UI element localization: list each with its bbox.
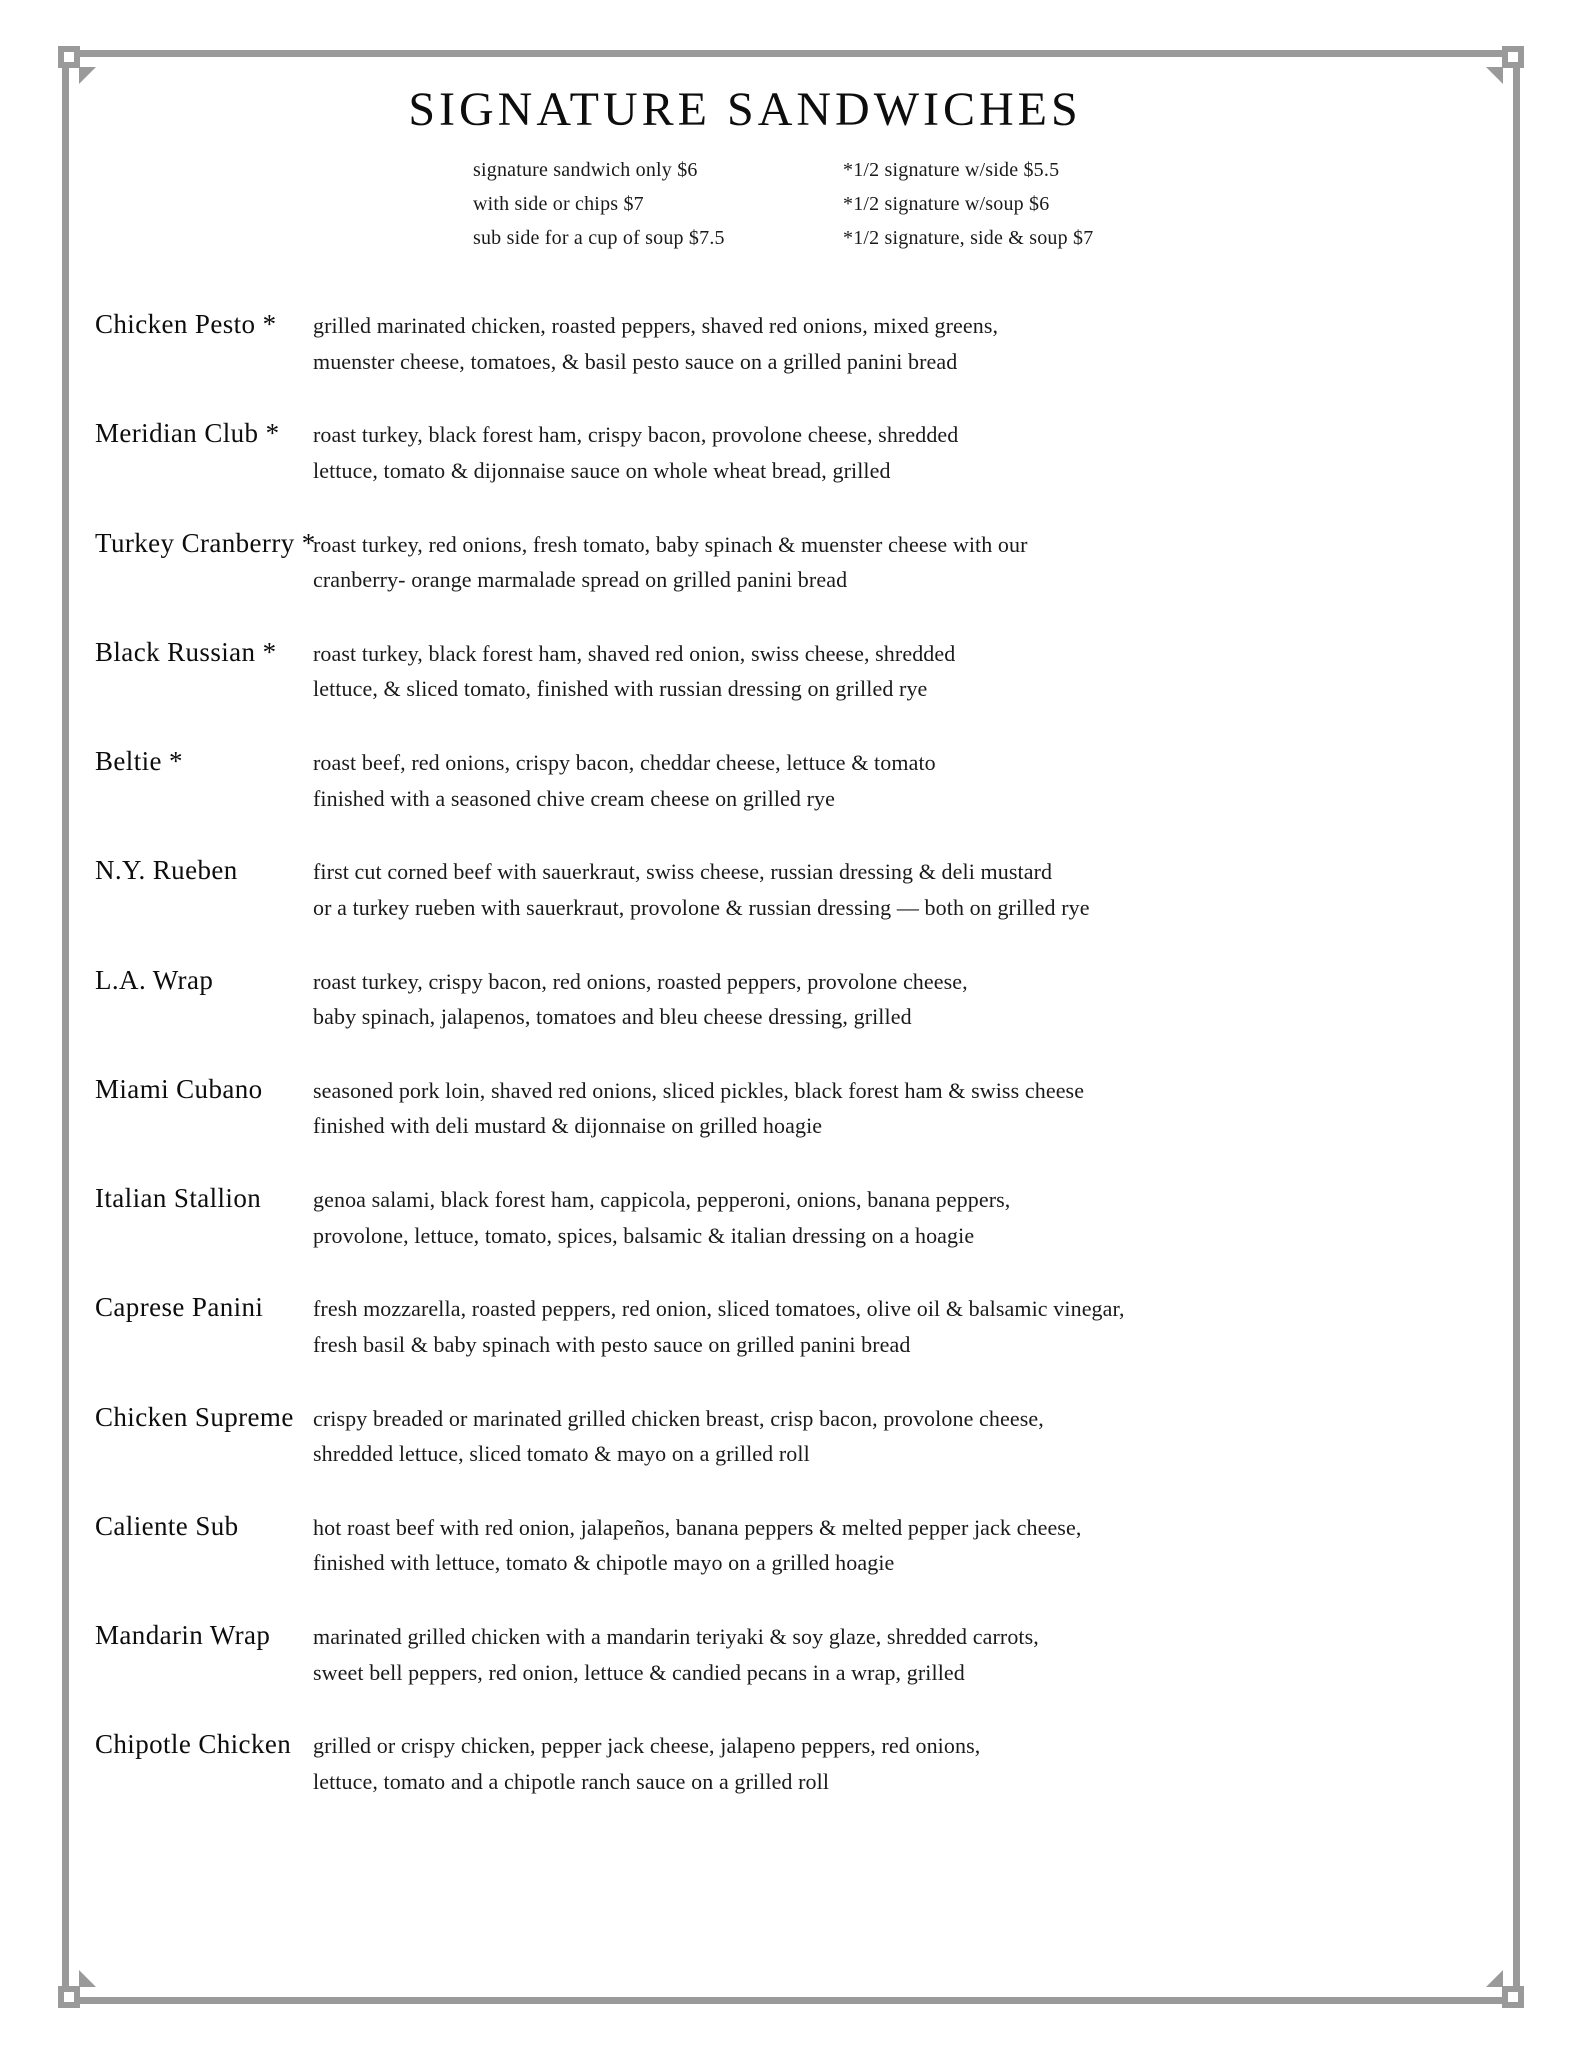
menu-item bbox=[95, 1401, 1495, 1472]
menu-item-name: Chicken Supreme bbox=[95, 1401, 294, 1432]
description-line: first cut corned beef with sauerkraut, swiss cheese, russian dressing & deli mustard bbox=[313, 859, 1053, 885]
price-line: with side or chips $7 bbox=[473, 193, 644, 215]
menu-item-description bbox=[313, 308, 1495, 379]
menu-item-name: Caliente Sub bbox=[95, 1510, 239, 1541]
corner-ornament-bottom-left bbox=[58, 1962, 104, 2008]
description-line: provolone, lettuce, tomato, spices, balsamic & italian dressing on a hoagie bbox=[313, 1222, 975, 1248]
corner-square-icon bbox=[58, 46, 80, 68]
description-line: or a turkey rueben with sauerkraut, provolone & russian dressing — both on grilled rye bbox=[313, 894, 1090, 920]
pricing-column-half bbox=[843, 159, 1093, 250]
corner-triangle-icon bbox=[1486, 1970, 1503, 1987]
description-line: roast turkey, crispy bacon, red onions, roasted peppers, provolone cheese, bbox=[313, 968, 968, 994]
corner-square-icon bbox=[58, 1986, 80, 2008]
description-line: roast turkey, red onions, fresh tomato, baby spinach & muenster cheese with our bbox=[313, 531, 1028, 557]
menu-item-name: Beltie * bbox=[95, 746, 183, 776]
menu-item-name: Chipotle Chicken bbox=[95, 1729, 292, 1760]
description-line: lettuce, tomato and a chipotle ranch sauce on a grilled roll bbox=[313, 1768, 830, 1794]
menu-item bbox=[95, 1728, 1495, 1799]
description-line: genoa salami, black forest ham, cappicola, pepperoni, onions, banana peppers, bbox=[313, 1187, 1011, 1212]
menu-item bbox=[95, 1291, 1495, 1362]
pricing-column-full bbox=[473, 159, 765, 250]
menu-item bbox=[95, 417, 1495, 488]
menu-item bbox=[95, 1182, 1495, 1253]
description-line: grilled marinated chicken, roasted peppers, shaved red onions, mixed greens, bbox=[313, 313, 999, 338]
menu-item-name: Caprese Panini bbox=[95, 1292, 264, 1323]
menu-item-description bbox=[313, 854, 1495, 925]
menu-item bbox=[95, 745, 1495, 816]
description-line: fresh basil & baby spinach with pesto sauce on grilled panini bread bbox=[313, 1331, 911, 1357]
menu-item bbox=[95, 1510, 1495, 1581]
description-line: finished with deli mustard & dijonnaise on grilled hoagie bbox=[313, 1113, 823, 1139]
menu-item bbox=[95, 964, 1495, 1035]
price-line: sub side for a cup of soup $7.5 bbox=[473, 227, 725, 249]
menu-item-description bbox=[313, 1291, 1495, 1362]
menu-item-name: L.A. Wrap bbox=[95, 964, 214, 995]
description-line: grilled or crispy chicken, pepper jack cheese, jalapeno peppers, red onions, bbox=[313, 1733, 981, 1759]
menu-item-name: Meridian Club * bbox=[95, 418, 280, 449]
menu-content bbox=[95, 82, 1495, 1838]
menu-item-description bbox=[313, 1510, 1495, 1581]
description-line: fresh mozzarella, roasted peppers, red onion, sliced tomatoes, olive oil & balsamic vinegar, bbox=[313, 1296, 1125, 1322]
menu-item-name: Italian Stallion bbox=[95, 1183, 262, 1213]
menu-item-name: Chicken Pesto * bbox=[95, 309, 277, 339]
menu-item-list bbox=[95, 308, 1495, 1800]
description-line: hot roast beef with red onion, jalapeños, banana peppers & melted pepper jack cheese, bbox=[313, 1514, 1082, 1540]
menu-item bbox=[95, 1073, 1495, 1144]
menu-item-name: Miami Cubano bbox=[95, 1073, 263, 1104]
price-line: *1/2 signature w/side $5.5 bbox=[843, 159, 1060, 181]
description-line: roast turkey, black forest ham, crispy bacon, provolone cheese, shredded bbox=[313, 422, 959, 448]
menu-item-description bbox=[313, 964, 1495, 1035]
description-line: cranberry- orange marmalade spread on grilled panini bread bbox=[313, 567, 848, 593]
menu-item-description bbox=[313, 636, 1495, 707]
menu-item-description bbox=[313, 1182, 1495, 1253]
description-line: shredded lettuce, sliced tomato & mayo on a grilled roll bbox=[313, 1441, 810, 1467]
corner-triangle-icon bbox=[79, 67, 96, 84]
menu-item bbox=[95, 527, 1495, 598]
description-line: sweet bell peppers, red onion, lettuce & candied pecans in a wrap, grilled bbox=[313, 1659, 965, 1685]
menu-item bbox=[95, 1619, 1495, 1690]
menu-item-description bbox=[313, 1073, 1495, 1144]
description-line: finished with lettuce, tomato & chipotle mayo on a grilled hoagie bbox=[313, 1550, 895, 1576]
description-line: baby spinach, jalapenos, tomatoes and bleu cheese dressing, grilled bbox=[313, 1004, 912, 1030]
menu-item bbox=[95, 308, 1495, 379]
menu-item-description bbox=[313, 527, 1495, 598]
menu-item bbox=[95, 636, 1495, 707]
description-line: marinated grilled chicken with a mandarin teriyaki & soy glaze, shredded carrots, bbox=[313, 1624, 1039, 1649]
menu-item-description bbox=[313, 1619, 1495, 1690]
description-line: lettuce, tomato & dijonnaise sauce on whole wheat bread, grilled bbox=[313, 457, 891, 483]
menu-item-description bbox=[313, 745, 1495, 816]
corner-square-icon bbox=[1502, 1986, 1524, 2008]
description-line: muenster cheese, tomatoes, & basil pesto sauce on a grilled panini bread bbox=[313, 348, 958, 374]
menu-item bbox=[95, 854, 1495, 925]
menu-item-name: Turkey Cranberry * bbox=[95, 527, 316, 558]
description-line: roast beef, red onions, crispy bacon, cheddar cheese, lettuce & tomato bbox=[313, 750, 936, 775]
page-title: SIGNATURE SANDWICHES bbox=[408, 83, 1082, 136]
menu-item-description bbox=[313, 1728, 1495, 1799]
corner-square-icon bbox=[1502, 46, 1524, 68]
menu-item-name: N.Y. Rueben bbox=[95, 855, 238, 886]
menu-item-name: Black Russian * bbox=[95, 636, 277, 667]
description-line: roast turkey, black forest ham, shaved red onion, swiss cheese, shredded bbox=[313, 640, 956, 666]
price-line: signature sandwich only $6 bbox=[473, 159, 698, 181]
description-line: seasoned pork loin, shaved red onions, sliced pickles, black forest ham & swiss cheese bbox=[313, 1077, 1085, 1103]
menu-item-description bbox=[313, 417, 1495, 488]
description-line: finished with a seasoned chive cream cheese on grilled rye bbox=[313, 785, 835, 811]
description-line: lettuce, & sliced tomato, finished with russian dressing on grilled rye bbox=[313, 676, 928, 702]
price-line: *1/2 signature w/soup $6 bbox=[843, 193, 1050, 215]
corner-triangle-icon bbox=[79, 1970, 96, 1987]
pricing-options bbox=[95, 159, 1495, 250]
menu-item-name: Mandarin Wrap bbox=[95, 1620, 271, 1650]
price-line: *1/2 signature, side & soup $7 bbox=[843, 227, 1094, 249]
corner-ornament-bottom-right bbox=[1478, 1962, 1524, 2008]
menu-item-description bbox=[313, 1401, 1495, 1472]
description-line: crispy breaded or marinated grilled chicken breast, crisp bacon, provolone cheese, bbox=[313, 1405, 1044, 1431]
